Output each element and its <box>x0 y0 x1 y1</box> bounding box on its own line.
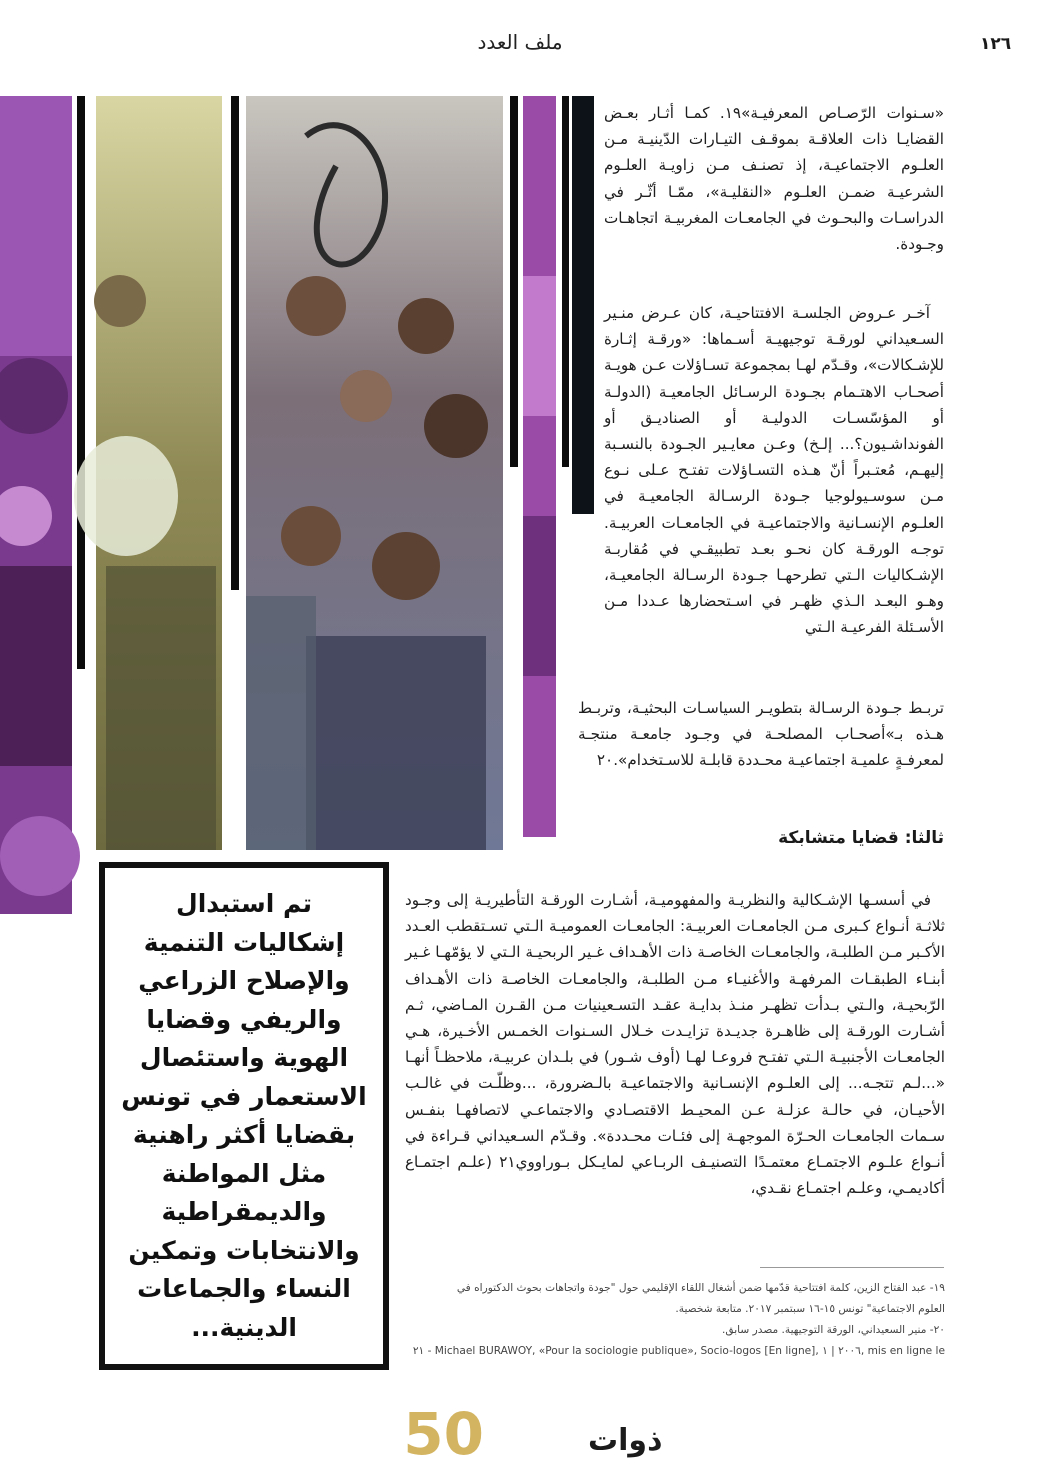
footnote-divider <box>760 1267 944 1268</box>
black-bar-4 <box>562 96 569 467</box>
article-column-continued <box>604 300 944 641</box>
logo-name: ذوات <box>588 1423 663 1458</box>
paragraph: «سـنوات الرّصـاص المعرفيـة»١٩. كمـا أثـار بعـض القضايـا ذات العلاقـة بموقـف التيـارات الدّينيـة مـن العلـوم الاجتماعيـة، إذ تصنـف مـن زاويـة العلـوم الشرعيـة ضمـن العلـوم «النقليـة»، ممّـا أثّـر في الدراسـات والبحـوث في الجامعـات المغربيـة اتجاهـات وجـودة. <box>604 104 944 254</box>
paragraph: آخـر عـروض الجلسـة الافتتاحيـة، كان عـرض منـير السـعيداني لورقـة توجيهيـة أسـماها: «ورقـة إثـارة للإشـكالات»، وقـدّم لهـا بمجموعة تسـاؤلات عـن هويـة أصحـاب الاهتـمام بجـودة الرسـائل الجامعيـة (الدولـة أو المؤسّسـات الدوليـة أو الصناديـق أو الفونداشـيون؟... إلـخ) وعـن معايـير الجـودة بالنسـبة إليهـم، مُعتـبراً أنّ هـذه التسـاؤلات تفتـح عـلى نـوع مـن سوسـيولوجيا جـودة الرسـالة الجامعيـة في العلـوم الإنسـانية والاجتماعيـة في الجامعـات العربيـة. توجـه الورقـة كان نحـو بعـد تطبيقـي في مُقاربـة الإشـكاليات الـتي تطرحهـا جـودة الرسـالة الجامعيـة، وهـو البعـد الـذي ظهـر في اسـتحضارها عـددا مـن الأسـئلة الفرعيـة الـتي <box>604 304 944 637</box>
paragraph: في أسسـها الإشـكالية والنظريـة والمفهوميـة، أشـارت الورقـة التأطيريـة إلى وجـود ثلاثـة أنـواع كـبرى مـن الجامعـات العربيـة: الجامعـات العموميـة الـتي تسـتقطب العـدد الأكـبر مـن الطلبـة، والجامعـات الخاصـة ذات الأهـداف غـير الربحيـة الـتي لا يؤمّهـا غـير أبنـاء الطبقـات المرفهـة والأغنيـاء مـن الطلبـة، والجامعـات الخاصـة ذات الأهـداف الرّبحيـة، والـتي بـدأت تظهـر منـذ بدايـة عقـد التسـعينيات مـن القـرن المـاضي، ثـم أشـارت الورقـة إلى ظاهـرة جديـدة تزايـدت خـلال السـنوات الخمـس الأخـيرة، هـي الجامعـات الأجنبيـة الـتي تفتـح فروعـا لهـا (أوف شـور) في بلـدان عربيـة، ملاحظـاً أنهـا «...لـم تتجـه... إلى العلـوم الإنسـانية والاجتماعيـة بالـضرورة، ...وظلّـت في غالـب الأحيـان، في حالـة عزلـة عـن المحيـط الاقتصـادي والاجتماعـي لاتصافهـا بنفـس سـمات الجامعـات الحـرّة الموجهـة إلى فئـات محـددة». وقـدّم السـعيداني قـراءة في أنـواع علـوم الاجتمـاع معتمـدًا التصنيـف الربـاعي لمايـكل بـوراووي٢١ (علـم اجتمـاع أكاديمـي، وعلـم اجتمـاع نقـدي، <box>405 891 946 1198</box>
crowd-photo <box>246 96 503 850</box>
running-head: ملف العدد <box>477 30 563 54</box>
article-column-main <box>405 887 945 1201</box>
photo-strip-2 <box>96 96 222 850</box>
paragraph: تربـط جـودة الرسـالة بتطويـر السياسـات البحثيـة، وتربـط هـذه بـ»أصحـاب المصلحـة في وجـود جامعـة منتجـة لمعرفـةٍ علميـة اجتماعيـة محـددة قابلـة للاسـتخدام».٢٠ <box>578 699 944 770</box>
footnote-20: ٢٠- منير السعيداني، الورقة التوجيهية. مصدر سابق. <box>722 1324 945 1336</box>
crowd-photo <box>523 96 556 837</box>
pull-quote-text: تم استبدال إشكاليات التنمية والإصلاح الزراعي والريفي وقضايا الهوية واستئصال الاستعمار في تونس بقضايا أكثر راهنية مثل المواطنة والديمقراطية والانتخابات وتمكين النساء والجماعات الدينية... <box>121 889 367 1342</box>
black-bar-3 <box>510 96 518 467</box>
photo-strip-1 <box>0 96 72 914</box>
photo-strip-3 <box>246 96 503 850</box>
photo-strip-4 <box>523 96 556 837</box>
crowd-photo <box>96 96 222 850</box>
black-bar-5 <box>572 96 594 514</box>
footnote-19: ١٩- عبد الفتاح الزين، كلمة افتتاحية قدّمها ضمن أشغال اللقاء الإقليمي حول "جودة واتجاهات بحوث الدكتوراه في <box>456 1282 945 1294</box>
article-column-wide <box>578 695 944 774</box>
crowd-photo <box>0 96 72 914</box>
footnote-19-cont: العلوم الاجتماعية" تونس ١٥-١٦ سبتمبر ٢٠١٧. متابعة شخصية. <box>675 1303 945 1315</box>
footnote-21: ٢١ - Michael BURAWOY, «Pour la sociologie publique», Socio-logos [En ligne], ٢٠٠٦ | ١, mis en ligne le <box>412 1345 945 1357</box>
page-number: ١٢٦ <box>980 34 1012 54</box>
dhawat-50-logo <box>403 1400 663 1468</box>
pull-quote-box <box>99 862 389 1370</box>
logo-number: 50 <box>403 1400 484 1468</box>
black-bar-1 <box>77 96 85 669</box>
black-bar-2 <box>231 96 239 590</box>
article-column-top <box>604 100 944 257</box>
footnotes <box>405 1278 945 1362</box>
section-heading: ثالثا: قضايا متشابكة <box>778 828 944 848</box>
